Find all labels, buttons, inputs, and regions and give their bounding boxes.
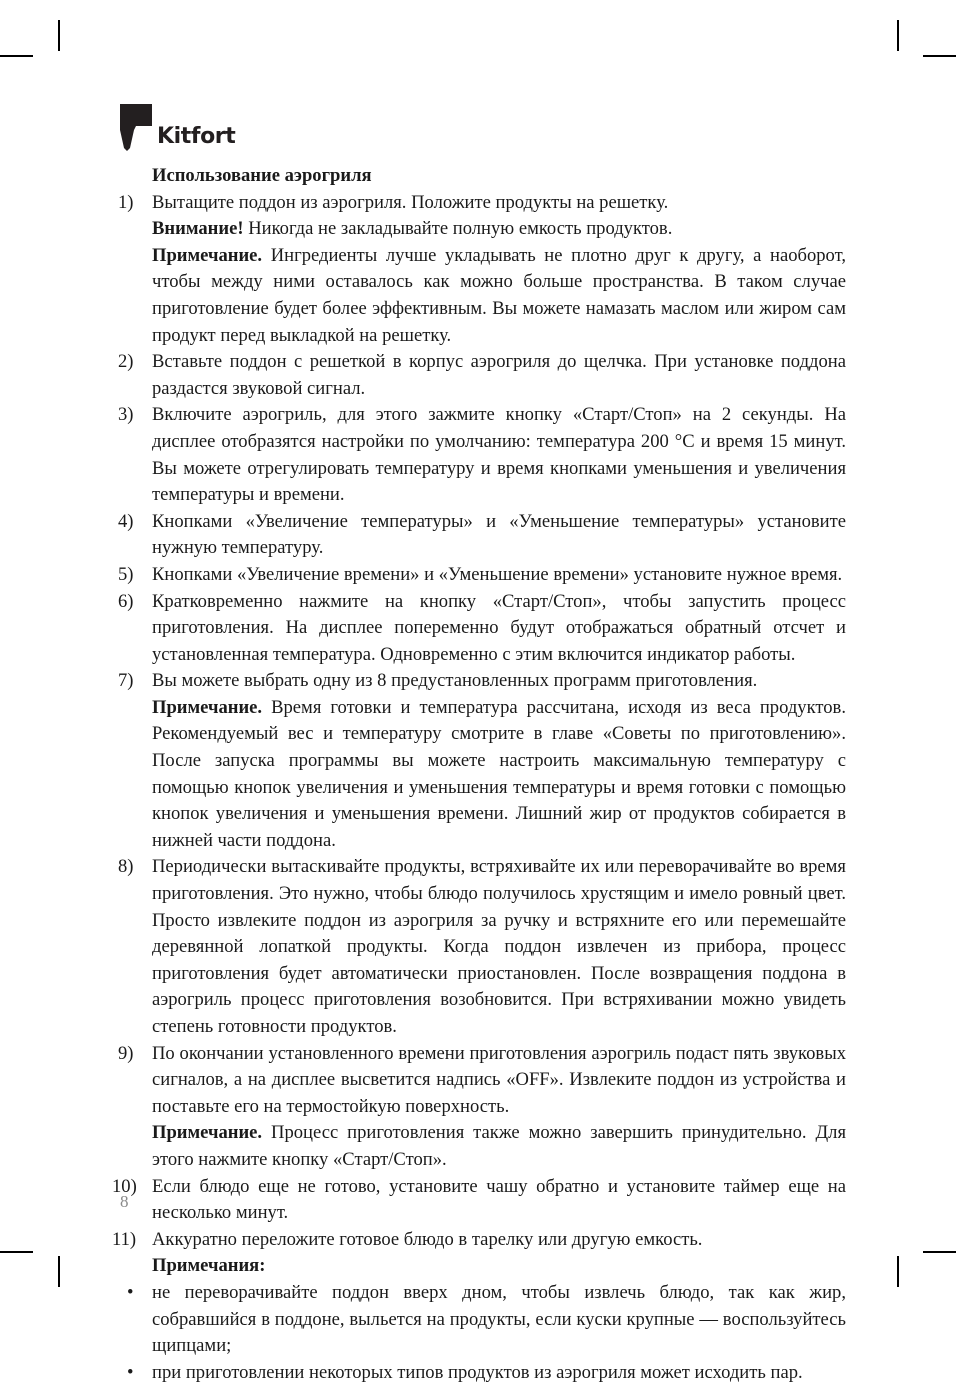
step-paragraph: Кнопками «Увеличение температуры» и «Уменьшение температуры» установите нужную температуру. xyxy=(152,510,846,559)
note-text: при приготовлении некоторых типов продуктов из аэрогриля может исходить пар. xyxy=(152,1361,803,1383)
kitfort-flag-logo-icon xyxy=(118,104,154,152)
crop-mark-bottom-right-horizontal xyxy=(923,1251,956,1253)
bullet-icon: • xyxy=(127,1361,134,1383)
notes-title: Примечания: xyxy=(152,1255,266,1277)
step-note-paragraph xyxy=(152,243,846,349)
step-paragraph: Аккуратно переложите готовое блюдо в тарелку или другую емкость. xyxy=(152,1228,703,1250)
instruction-step xyxy=(118,562,846,589)
step-paragraph: Вставьте поддон с решеткой в корпус аэрогриля до щелчка. При установке поддона раздастся звуковой сигнал. xyxy=(152,351,846,399)
instruction-step xyxy=(118,349,846,402)
crop-mark-bottom-left-horizontal xyxy=(0,1251,33,1253)
section-title: Использование аэрогриля xyxy=(152,165,372,186)
step-marker: 11) xyxy=(112,1228,137,1250)
notes-bullet-list xyxy=(118,1280,846,1386)
paragraph-lead-label: Примечание. xyxy=(152,244,263,266)
step-note-paragraph xyxy=(152,695,846,855)
paragraph-lead-label: Примечание. xyxy=(152,1122,263,1144)
note-list-item xyxy=(118,1280,846,1360)
step-marker: 7) xyxy=(118,670,134,692)
step-marker: 4) xyxy=(118,510,134,532)
step-paragraph: Вы можете выбрать одну из 8 предустановленных программ приготовления. xyxy=(152,670,758,692)
step-note-paragraph xyxy=(152,216,846,243)
step-marker: 10) xyxy=(112,1175,137,1197)
paragraph-text: Никогда не закладывайте полную емкость продуктов. xyxy=(243,218,673,240)
instruction-step xyxy=(118,402,846,508)
crop-mark-bottom-left-vertical xyxy=(58,1256,60,1287)
crop-mark-top-right-vertical xyxy=(897,20,899,51)
step-paragraph: Вытащите поддон из аэрогриля. Положите продукты на решетку. xyxy=(152,191,669,213)
note-list-item xyxy=(118,1360,846,1386)
step-paragraph: Кратковременно нажмите на кнопку «Старт/Стоп», чтобы запустить процесс приготовления. На дисплее попеременно будут отображаться обратный отсчет и установленная температура. Одновременно с этим включится индикатор работы. xyxy=(152,590,846,665)
paragraph-text: Время готовки и температура рассчитана, исходя из веса продуктов. Рекомендуемый вес и температуру смотрите в главе «Советы по приготовлению». После запуска программы вы можете настроить максимальную температуру с помощью кнопок увеличения и уменьшения температуры и время готовки с помощью кнопок увеличения и уменьшения времени. Лишний жир от продуктов собирается в нижней части поддона. xyxy=(152,696,846,851)
step-marker: 2) xyxy=(118,351,134,373)
brand-name: Kitfort xyxy=(157,124,236,149)
step-marker: 6) xyxy=(118,590,134,612)
step-marker: 3) xyxy=(118,404,134,426)
step-marker: 1) xyxy=(118,191,134,213)
instruction-step xyxy=(118,190,846,350)
step-paragraph: Периодически вытаскивайте продукты, встряхивайте их или переворачивайте во время приготовления. Это нужно, чтобы блюдо получилось хрустящим и имело ровный цвет. Просто извлеките поддон из аэрогриля за ручку и встряхните его или перемешайте деревянной лопаткой продукты. Когда поддон извлечен из прибора, процесс приготовления будет автоматически приостановлен. После возвращения поддона в аэрогриль процесс приготовления возобновится. При встряхивании можно увидеть степень готовности продуктов. xyxy=(152,856,846,1037)
page-number: 8 xyxy=(120,1192,129,1211)
crop-mark-top-left-vertical xyxy=(58,20,60,51)
instruction-step xyxy=(118,1041,846,1174)
step-paragraph: Включите аэрогриль, для этого зажмите кнопку «Старт/Стоп» на 2 секунды. На дисплее отобразятся настройки по умолчанию: температура 200 °C и время 15 минут. Вы можете отрегулировать температуру и время кнопками уменьшения и увеличения температуры и времени. xyxy=(152,404,846,506)
step-marker: 5) xyxy=(118,563,134,585)
page-content xyxy=(112,163,846,1386)
instruction-step xyxy=(112,1174,846,1227)
instruction-step xyxy=(112,1227,846,1254)
instruction-step xyxy=(118,509,846,562)
instruction-step xyxy=(118,854,846,1040)
bullet-icon: • xyxy=(127,1281,134,1303)
step-paragraph: По окончании установленного времени приготовления аэрогриль подаст пять звуковых сигналов, а на дисплее высветится надпись «OFF». Извлеките поддон из устройства и поставьте его на термостойкую поверхность. xyxy=(152,1042,846,1117)
crop-mark-top-right-horizontal xyxy=(923,55,956,57)
brand-logo xyxy=(118,104,235,152)
paragraph-lead-label: Внимание! xyxy=(152,218,244,240)
crop-mark-top-left-horizontal xyxy=(0,55,33,57)
instruction-steps-list xyxy=(112,190,846,1254)
note-text: не переворачивайте поддон вверх дном, чтобы извлечь блюдо, так как жир, собравшийся в поддоне, выльется на продукты, если куски крупные — воспользуйтесь щипцами; xyxy=(152,1281,846,1357)
step-marker: 9) xyxy=(118,1042,134,1064)
step-paragraph: Кнопками «Увеличение времени» и «Уменьшение времени» установите нужное время. xyxy=(152,563,843,585)
step-note-paragraph xyxy=(152,1120,846,1173)
step-paragraph: Если блюдо еще не готово, установите чашу обратно и установите таймер еще на несколько минут. xyxy=(152,1175,846,1224)
step-marker: 8) xyxy=(118,856,134,878)
paragraph-lead-label: Примечание. xyxy=(152,696,263,718)
paragraph-text: Ингредиенты лучше укладывать не плотно друг к другу, а наоборот, чтобы между ними оставалось как можно больше пространства. В таком случае приготовление будет более эффективным. Вы можете намазать маслом или жиром сам продукт перед выкладкой на решетку. xyxy=(152,244,846,346)
paragraph-text: Процесс приготовления также можно завершить принудительно. Для этого нажмите кнопку «Старт/Стоп». xyxy=(152,1122,846,1170)
instruction-step xyxy=(118,589,846,669)
instruction-step xyxy=(118,668,846,854)
crop-mark-bottom-right-vertical xyxy=(897,1256,899,1287)
